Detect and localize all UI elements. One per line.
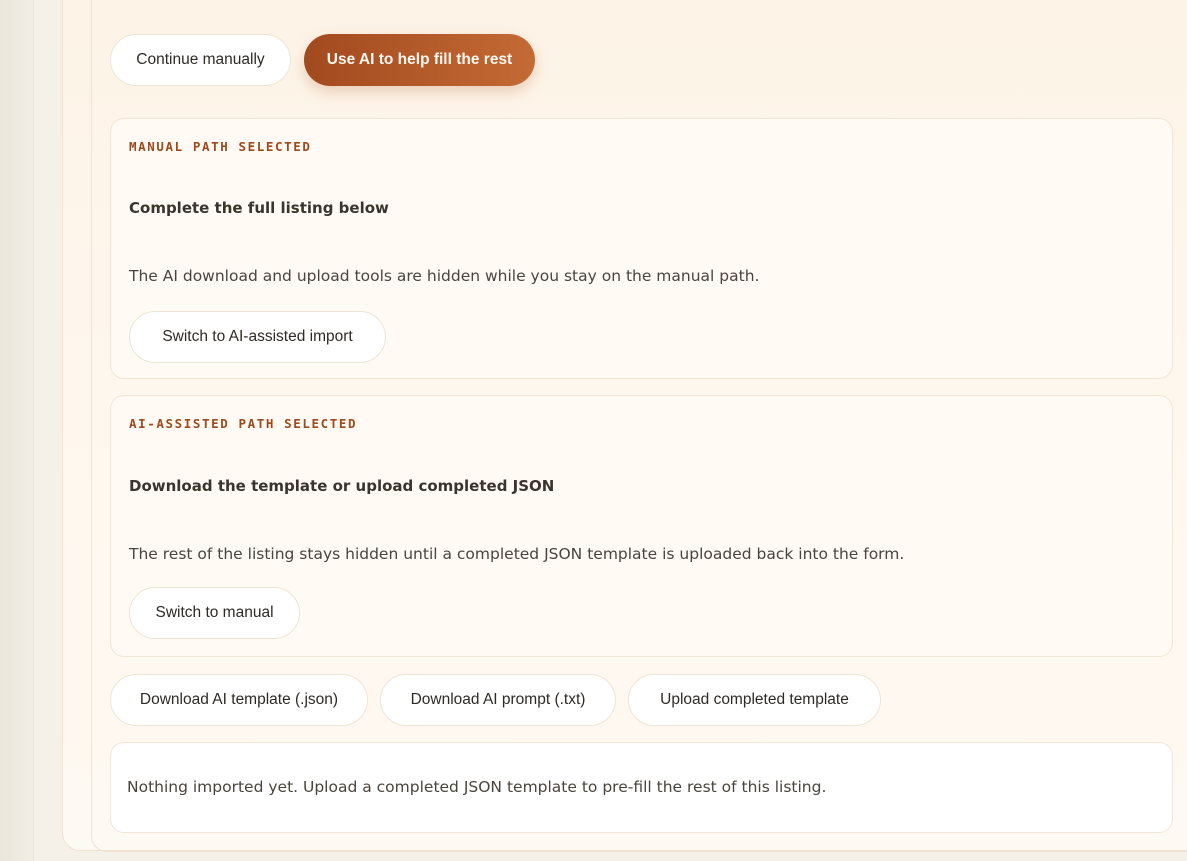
upload-template-button[interactable]: Upload completed template [628, 674, 881, 726]
manual-path-description: The AI download and upload tools are hidden while you stay on the manual path. [129, 267, 760, 285]
switch-to-ai-button[interactable]: Switch to AI-assisted import [129, 311, 386, 363]
ai-path-card [110, 395, 1173, 657]
import-status-box [110, 742, 1173, 833]
manual-path-card [110, 118, 1173, 379]
ai-path-eyebrow: AI-ASSISTED PATH SELECTED [129, 416, 358, 431]
download-ai-template-button[interactable]: Download AI template (.json) [110, 674, 368, 726]
manual-path-eyebrow: MANUAL PATH SELECTED [129, 139, 312, 154]
ai-path-title: Download the template or upload completed JSON [129, 477, 555, 495]
download-ai-prompt-button[interactable]: Download AI prompt (.txt) [380, 674, 616, 726]
ai-path-description: The rest of the listing stays hidden until a completed JSON template is uploaded back into the form. [129, 545, 905, 563]
outer-background [0, 0, 33, 861]
section-edge-bottom [91, 834, 1187, 852]
section-edge [91, 0, 92, 835]
switch-to-manual-button[interactable]: Switch to manual [129, 587, 300, 639]
manual-path-title: Complete the full listing below [129, 199, 389, 217]
continue-manually-button[interactable]: Continue manually [110, 34, 291, 86]
import-status-text: Nothing imported yet. Upload a completed JSON template to pre-fill the rest of this listing. [127, 778, 827, 796]
use-ai-button[interactable]: Use AI to help fill the rest [304, 34, 535, 86]
